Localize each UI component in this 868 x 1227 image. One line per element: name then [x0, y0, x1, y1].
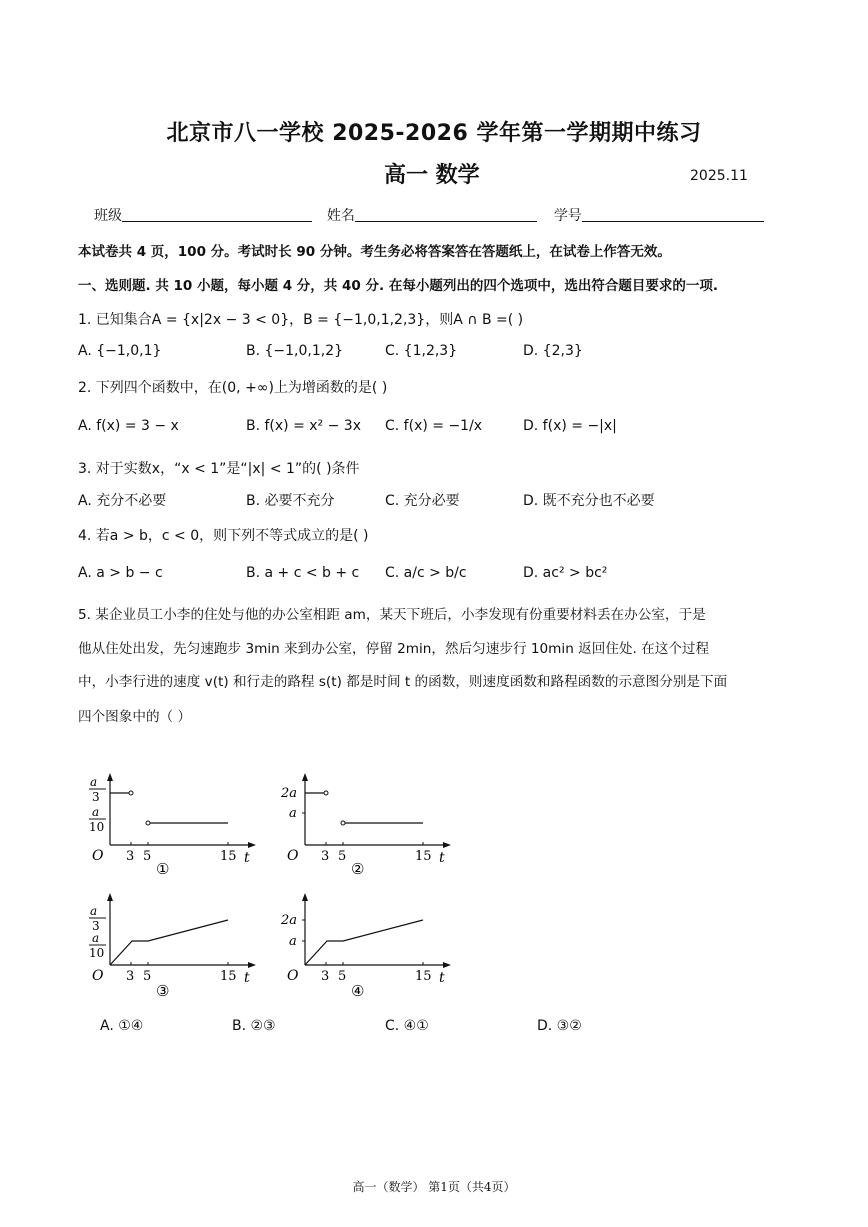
subject-title: 高一 数学 — [384, 163, 480, 188]
graph-3-ytick-1-den: 3 — [92, 919, 100, 933]
graph-1-x-arrow — [248, 842, 256, 848]
q1-option-a[interactable]: A. {−1,0,1} — [78, 343, 162, 359]
question-5-stem-line-2: 他从住处出发，先匀速跑步 3min 来到办公室，停留 2min，然后匀速步行 10min 返回住处. 在这个过程 — [78, 641, 710, 657]
graph-2-svg — [275, 770, 455, 880]
graph-4-x-label: t — [439, 970, 445, 986]
exam-date: 2025.11 — [690, 168, 748, 184]
q2-option-d[interactable]: D. f(x) = −|x| — [523, 418, 617, 434]
graph-4-xtick-15: 15 — [415, 969, 432, 984]
graph-3-path — [110, 920, 228, 965]
question-2-stem: 2. 下列四个函数中，在(0, +∞)上为增函数的是( ) — [78, 380, 388, 396]
graph-2-origin: O — [287, 848, 299, 864]
name-blank[interactable] — [355, 207, 537, 222]
graph-2-xtick-15: 15 — [415, 849, 432, 864]
graph-4-ytick-a: a — [289, 934, 297, 949]
graph-2-open-point-1 — [324, 791, 328, 795]
class-blank[interactable] — [122, 207, 312, 222]
q2-option-a[interactable]: A. f(x) = 3 − x — [78, 418, 179, 434]
graph-1-ytick-1-den: 3 — [92, 790, 100, 804]
q4-option-b[interactable]: B. a + c < b + c — [246, 565, 360, 581]
exam-title: 北京市八一学校 2025-2026 学年第一学期期中练习 — [166, 121, 702, 146]
question-5-stem-line-4: 四个图象中的（ ） — [78, 709, 192, 725]
graph-1 — [80, 770, 260, 884]
graph-4-path — [305, 920, 423, 965]
graph-1-label: ① — [156, 860, 170, 878]
name-label: 姓名 — [326, 208, 355, 224]
q3-option-c[interactable]: C. 充分必要 — [385, 493, 460, 509]
graph-1-open-point-1 — [129, 791, 133, 795]
q5-option-d[interactable]: D. ③② — [537, 1018, 582, 1034]
q4-option-d[interactable]: D. ac² > bc² — [523, 565, 608, 581]
graph-3-x-arrow — [248, 962, 256, 968]
graph-2-ytick-a: a — [289, 806, 297, 821]
graph-3 — [80, 890, 260, 1009]
graph-2-xtick-5: 5 — [338, 849, 347, 864]
q2-option-b[interactable]: B. f(x) = x² − 3x — [246, 418, 361, 434]
graph-4-svg — [275, 890, 455, 1005]
student-id-blank[interactable] — [582, 207, 764, 222]
graph-1-xtick-3: 3 — [126, 849, 135, 864]
graph-3-svg — [80, 890, 260, 1005]
graph-1-xtick-5: 5 — [143, 849, 152, 864]
info-fields-row — [94, 205, 764, 225]
graph-1-ytick-1: a — [90, 775, 98, 789]
graph-4-label: ④ — [351, 982, 365, 1000]
graph-3-x-label: t — [244, 970, 250, 986]
q5-option-c[interactable]: C. ④① — [385, 1018, 429, 1034]
graph-2-open-point-2 — [341, 821, 345, 825]
graph-1-open-point-2 — [146, 821, 150, 825]
graph-3-origin: O — [92, 968, 104, 984]
class-label: 班级 — [94, 208, 122, 224]
graph-4-x-arrow — [443, 962, 451, 968]
instructions: 本试卷共 4 页，100 分。考试时长 90 分钟。考生务必将答案答在答题纸上，在试卷上作答无效。 — [78, 244, 671, 260]
section-heading: 一、选则题. 共 10 小题，每小题 4 分，共 40 分. 在每小题列出的四个选项中，选出符合题目要求的一项. — [78, 278, 718, 294]
q3-option-a[interactable]: A. 充分不必要 — [78, 493, 167, 509]
graph-4-y-arrow — [302, 893, 308, 901]
student-id-label: 学号 — [553, 208, 582, 224]
graph-2-y-arrow — [302, 773, 308, 781]
graph-1-ytick-2: a — [92, 805, 100, 819]
question-1-stem: 1. 已知集合A = {x|2x − 3 < 0}，B = {−1,0,1,2,3}，则A ∩ B =( ) — [78, 312, 524, 328]
graph-3-xtick-15: 15 — [220, 969, 237, 984]
page-footer: 高一（数学） 第1页（共4页） — [352, 1180, 516, 1194]
q1-option-b[interactable]: B. {−1,0,1,2} — [246, 343, 344, 359]
graph-1-ytick-2-den: 10 — [89, 820, 105, 834]
graph-2-label: ② — [351, 860, 365, 878]
question-4-stem: 4. 若a > b，c < 0，则下列不等式成立的是( ) — [78, 528, 369, 544]
graph-2-ytick-2a: 2a — [281, 786, 298, 801]
graph-1-svg — [80, 770, 260, 880]
graph-1-origin: O — [92, 848, 104, 864]
graph-3-ytick-2: a — [92, 931, 100, 945]
graph-2 — [275, 770, 455, 884]
graph-3-ytick-2-den: 10 — [89, 946, 105, 960]
q5-option-a[interactable]: A. ①④ — [100, 1018, 144, 1034]
q4-option-c[interactable]: C. a/c > b/c — [385, 565, 467, 581]
q1-option-d[interactable]: D. {2,3} — [523, 343, 583, 359]
graph-1-xtick-15: 15 — [220, 849, 237, 864]
q4-option-a[interactable]: A. a > b − c — [78, 565, 163, 581]
q5-option-b[interactable]: B. ②③ — [232, 1018, 276, 1034]
graph-2-x-label: t — [439, 850, 445, 866]
graph-4-ytick-2a: 2a — [281, 913, 298, 928]
graph-4 — [275, 890, 455, 1009]
graph-4-origin: O — [287, 968, 299, 984]
q1-option-c[interactable]: C. {1,2,3} — [385, 343, 458, 359]
graph-1-y-arrow — [107, 773, 113, 781]
q3-option-b[interactable]: B. 必要不充分 — [246, 493, 335, 509]
graph-1-x-label: t — [244, 850, 250, 866]
graph-2-xtick-3: 3 — [321, 849, 330, 864]
graph-4-xtick-5: 5 — [338, 969, 347, 984]
question-5-stem-line-3: 中，小李行进的速度 v(t) 和行走的路程 s(t) 都是时间 t 的函数，则速度函数和路程函数的示意图分别是下面 — [78, 674, 728, 690]
question-3-stem: 3. 对于实数x，“x < 1”是“|x| < 1”的( )条件 — [78, 461, 360, 477]
graph-3-label: ③ — [156, 982, 170, 1000]
q2-option-c[interactable]: C. f(x) = −1/x — [385, 418, 483, 434]
graph-2-x-arrow — [443, 842, 451, 848]
graph-3-xtick-5: 5 — [143, 969, 152, 984]
question-5-stem-line-1: 5. 某企业员工小李的住处与他的办公室相距 am，某天下班后，小李发现有份重要材料丢在办公室，于是 — [78, 607, 706, 623]
graph-4-xtick-3: 3 — [321, 969, 330, 984]
graph-3-ytick-1: a — [90, 904, 98, 918]
graph-3-xtick-3: 3 — [126, 969, 135, 984]
q3-option-d[interactable]: D. 既不充分也不必要 — [523, 493, 655, 509]
graph-3-y-arrow — [107, 893, 113, 901]
